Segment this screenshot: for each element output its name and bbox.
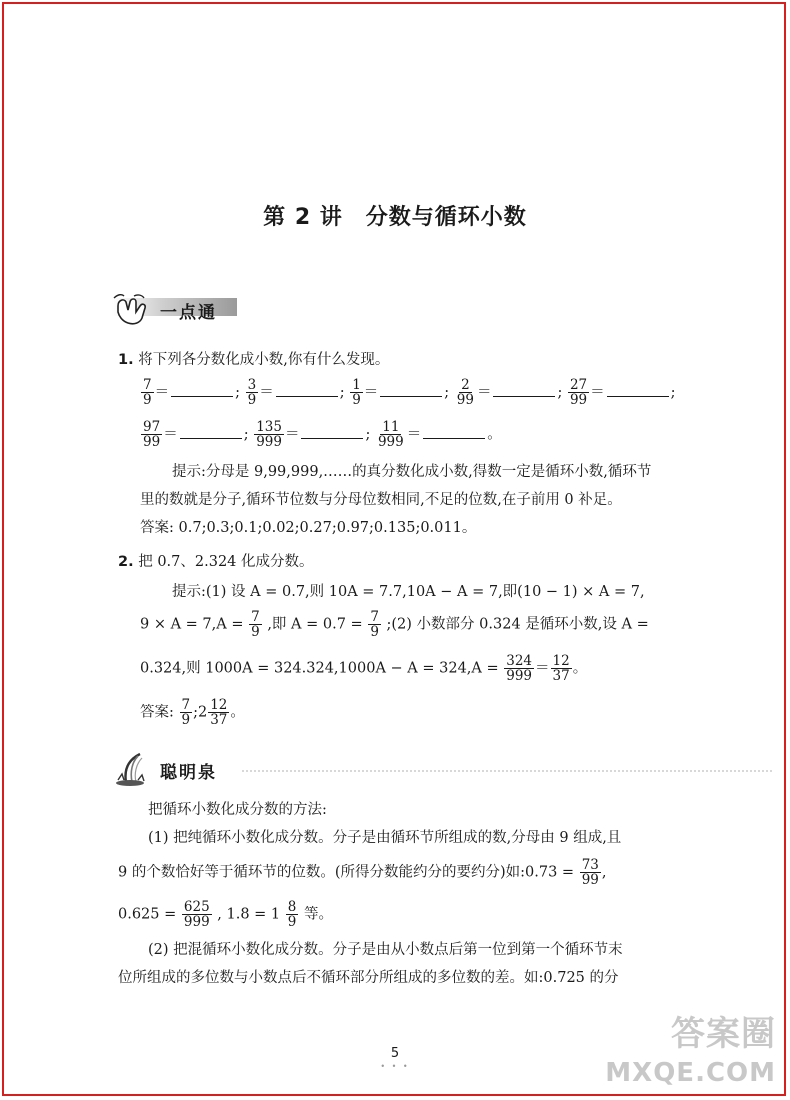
answer-blank bbox=[276, 386, 338, 397]
fraction bbox=[254, 420, 284, 449]
answer-blank bbox=[607, 386, 669, 397]
hint-text: ;(2) 小数部分 0.324 是循环小数,设 A = bbox=[386, 616, 649, 633]
answer-blank bbox=[180, 428, 242, 439]
denominator: 37 bbox=[210, 712, 228, 728]
denominator: 99 bbox=[581, 872, 599, 888]
denominator: 9 bbox=[251, 624, 260, 640]
answer-blank bbox=[171, 386, 233, 397]
numerator: 97 bbox=[143, 419, 161, 435]
paragraph-text: 等。 bbox=[303, 906, 333, 923]
fraction bbox=[141, 378, 154, 407]
numerator: 1 bbox=[352, 377, 361, 393]
fraction bbox=[368, 610, 381, 639]
section-header-congmingquan bbox=[112, 752, 217, 788]
wisdom-p1-line1: (1) 把纯循环小数化成分数。分子是由循环节所组成的数,分母由 9 组成,且 bbox=[148, 830, 622, 846]
answer-value: 0.7 bbox=[178, 520, 202, 536]
q1-hint-line-1: 提示:分母是 9,99,999,……的真分数化成小数,得数一定是循环小数,循环节 bbox=[172, 464, 652, 480]
answer-value: 0.3 bbox=[206, 520, 230, 536]
numerator: 8 bbox=[287, 899, 297, 915]
numerator: 2 bbox=[461, 377, 470, 393]
divider-dotted bbox=[242, 770, 772, 773]
denominator: 99 bbox=[143, 434, 161, 450]
answer-label: 答案: bbox=[140, 704, 174, 721]
denominator: 9 bbox=[370, 624, 379, 640]
numerator: 27 bbox=[569, 377, 588, 393]
denominator: 999 bbox=[506, 668, 533, 684]
numerator: 7 bbox=[370, 609, 379, 625]
denominator: 9 bbox=[143, 392, 152, 408]
q2-hint-line-1: 提示:(1) 设 A = 0.7,则 10A = 7.7,10A − A = 7,即(10 − 1) × A = 7, bbox=[172, 584, 645, 600]
hint-text: 0.324,则 1000A = 324.324,1000A − A = 324,A = bbox=[140, 660, 499, 677]
fraction bbox=[208, 698, 229, 727]
fraction bbox=[180, 698, 193, 727]
section-title: 聪明泉 bbox=[160, 762, 217, 783]
watermark-domain bbox=[605, 1058, 776, 1088]
paragraph-text: , 1.8 = 1 bbox=[217, 906, 281, 923]
fraction bbox=[141, 420, 162, 449]
wisdom-p1-line3 bbox=[118, 900, 333, 929]
wisdom-p2-line2: 位所组成的多位数与小数点后不循环部分所组成的多位数的差。如:0.725 的分 bbox=[118, 970, 619, 986]
watermark-text: MXQE.COM bbox=[605, 1058, 776, 1088]
page-number: 5 bbox=[390, 1046, 400, 1061]
whole-number: 2 bbox=[197, 704, 208, 721]
answer-value: 0.97 bbox=[336, 520, 370, 536]
fraction-row-2: $\frac{97}{99}$ ＝ ; $\frac{135}{999}$ ＝ ; $\frac{11}{999}$ ＝ 。 bbox=[143, 419, 502, 450]
numerator: 11 bbox=[382, 419, 400, 435]
question-number: 2. bbox=[118, 554, 134, 570]
answer-blank bbox=[301, 428, 363, 439]
numerator: 7 bbox=[251, 609, 260, 625]
denominator: 9 bbox=[181, 712, 191, 728]
numerator: 73 bbox=[581, 857, 599, 873]
answer-blank bbox=[380, 386, 442, 397]
denominator: 999 bbox=[183, 914, 210, 930]
q1-hint-line-2: 里的数就是分子,循环节位数与分母位数相同,不足的位数,在子前用 0 补足。 bbox=[140, 492, 622, 508]
denominator: 9 bbox=[287, 914, 297, 930]
answer-label: 答案: bbox=[140, 520, 174, 536]
q2-answer: 答案: $\frac{7}{9}$ ;2 $\frac{12}{37}$ 。 bbox=[140, 697, 245, 728]
fraction bbox=[504, 654, 534, 683]
denominator: 9 bbox=[352, 392, 361, 408]
fraction-row-1: $\frac{7}{9}$ ＝ ; $\frac{3}{9}$ ＝ ; $\frac{1}{9}$ ＝ ; $\frac{2}{99}$ ＝ ; $\frac{27}{99}$ ＝ ; bbox=[143, 377, 676, 408]
pointing-hand-icon bbox=[112, 292, 158, 328]
question-number: 1. bbox=[118, 352, 134, 368]
fraction bbox=[455, 378, 476, 407]
fraction bbox=[580, 858, 601, 887]
fraction bbox=[568, 378, 589, 407]
answer-value: 0.135 bbox=[373, 520, 416, 536]
denominator: 37 bbox=[552, 668, 570, 684]
question-2 bbox=[118, 552, 314, 572]
chapter-title: 第 2 讲 分数与循环小数 bbox=[263, 205, 527, 230]
denominator: 99 bbox=[569, 392, 588, 408]
paragraph-text: 9 的个数恰好等于循环节的位数。(所得分数能约分的要约分)如:0.73 = bbox=[118, 864, 575, 881]
numerator: 135 bbox=[256, 419, 282, 435]
answer-blank bbox=[493, 386, 555, 397]
q1-answer bbox=[140, 518, 476, 538]
numerator: 324 bbox=[506, 653, 533, 669]
answer-value: 0.27 bbox=[299, 520, 332, 536]
hint-text: 9 × A = 7,A = bbox=[140, 616, 244, 633]
section-title: 一点通 bbox=[160, 302, 217, 323]
numerator: 12 bbox=[210, 697, 228, 713]
page-number-ornament: • • • bbox=[380, 1062, 410, 1071]
answer-value: 0.011 bbox=[420, 520, 462, 536]
q2-hint-line-2 bbox=[140, 610, 649, 639]
q2-hint-line-3: 0.324,则 1000A = 324.324,1000A − A = 324,A = $\frac{324}{999}$ ＝ $\frac{12}{37}$ 。 bbox=[140, 653, 588, 684]
answer-list: 0.7;0.3;0.1;0.02;0.27;0.97;0.135;0.011。 bbox=[178, 520, 477, 536]
denominator: 99 bbox=[456, 392, 474, 408]
fraction bbox=[182, 900, 212, 929]
numerator: 3 bbox=[247, 377, 257, 393]
watermark-logo bbox=[671, 1006, 776, 1055]
fraction bbox=[551, 654, 572, 683]
fraction bbox=[246, 378, 259, 407]
denominator: 999 bbox=[377, 434, 404, 450]
section-header-yidiantong bbox=[112, 292, 217, 328]
numerator: 7 bbox=[143, 377, 152, 393]
fraction bbox=[286, 900, 299, 929]
wisdom-p1-line2: 9 的个数恰好等于循环节的位数。(所得分数能约分的要约分)如:0.73 = $\frac{73}{99}$ , bbox=[118, 857, 607, 888]
numerator: 12 bbox=[552, 653, 570, 669]
wisdom-intro: 把循环小数化成分数的方法: bbox=[148, 802, 327, 818]
page-border bbox=[2, 2, 786, 1096]
watermark-text: 答案圈 bbox=[671, 1014, 776, 1054]
question-text: 将下列各分数化成小数,你有什么发现。 bbox=[138, 352, 390, 368]
question-1 bbox=[118, 350, 389, 370]
answer-value: 0.02 bbox=[262, 520, 295, 536]
answer-blank bbox=[423, 428, 485, 439]
fraction bbox=[249, 610, 262, 639]
fraction bbox=[376, 420, 406, 449]
question-text: 把 0.7、2.324 化成分数。 bbox=[138, 554, 314, 570]
hint-text: ,即 A = 0.7 = bbox=[267, 616, 363, 633]
numerator: 7 bbox=[181, 697, 191, 713]
denominator: 999 bbox=[256, 434, 282, 450]
fountain-icon bbox=[112, 752, 158, 788]
fraction bbox=[350, 378, 363, 407]
numerator: 625 bbox=[183, 899, 210, 915]
wisdom-p2-line1: (2) 把混循环小数化成分数。分子是由从小数点后第一位到第一个循环节末 bbox=[148, 942, 623, 958]
denominator: 9 bbox=[247, 392, 257, 408]
paragraph-text: 0.625 = bbox=[118, 906, 177, 923]
answer-value: 0.1 bbox=[234, 520, 258, 536]
